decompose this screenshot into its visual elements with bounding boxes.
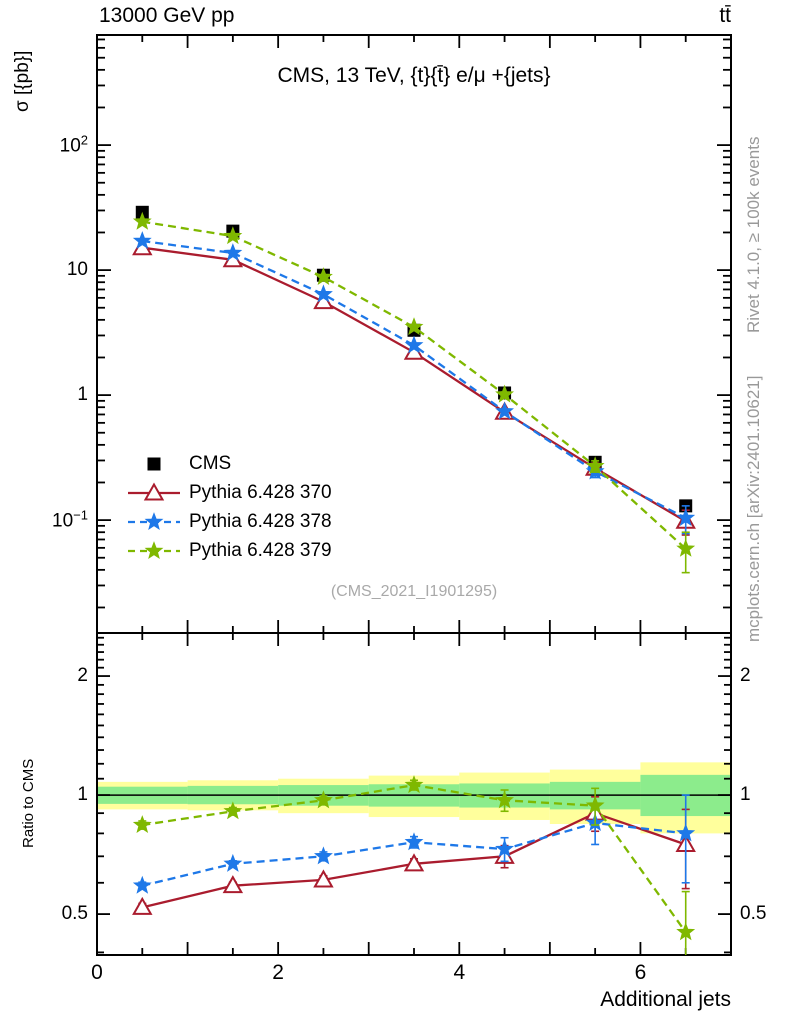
ratio-y-tick-label-right: 0.5	[740, 903, 767, 925]
star-marker	[146, 513, 162, 528]
beam-energy-label: 13000 GeV pp	[99, 4, 235, 27]
x-axis-label: Additional jets	[600, 988, 731, 1011]
legend-entry	[126, 449, 332, 478]
ratio-y-axis-label: Ratio to CMS	[20, 758, 37, 848]
ratio-y-tick-label-right: 1	[740, 784, 751, 806]
ratio-y-tick-label-left: 1	[77, 784, 88, 806]
legend-entry	[126, 536, 332, 565]
rivet-version-note: Rivet 4.1.0, ≥ 100k events	[744, 136, 763, 333]
main-y-tick-label: $10^2$	[59, 132, 88, 157]
process-label: tt̄	[719, 4, 731, 27]
legend-entry	[126, 507, 332, 536]
main-y-axis-label: σ [{pb}]	[12, 50, 33, 112]
legend-label: Pythia 6.428 370	[189, 481, 332, 503]
analysis-watermark: (CMS_2021_I1901295)	[330, 583, 498, 600]
x-tick-label: 2	[272, 961, 284, 984]
ratio-y-tick-label-left: 0.5	[61, 903, 88, 925]
main-y-tick-label: 1	[77, 384, 88, 406]
legend-label: CMS	[189, 452, 232, 474]
legend-label: Pythia 6.428 378	[189, 510, 332, 532]
legend-entry	[126, 478, 332, 507]
x-tick-label: 4	[453, 961, 466, 984]
star-marker	[146, 542, 162, 557]
legend-label: Pythia 6.428 379	[189, 539, 332, 561]
square-marker	[148, 457, 161, 470]
main-y-tick-label: 10	[66, 259, 88, 281]
x-tick-label: 0	[91, 961, 103, 984]
x-tick-label: 6	[634, 961, 647, 984]
legend-marker	[126, 510, 182, 534]
legend-marker	[126, 481, 182, 505]
main-y-tick-label: $10^{-1}$	[52, 507, 88, 532]
star-marker	[225, 855, 241, 870]
uncertainty-bands	[97, 762, 731, 833]
ratio-y-tick-label-right: 2	[740, 665, 751, 687]
legend-marker	[126, 452, 182, 476]
plot-title: CMS, 13 TeV, {t}{t̄} e/μ +{jets}	[277, 64, 551, 87]
legend-marker	[126, 539, 182, 563]
mcplots-arxiv-note: mcplots.cern.ch [arXiv:2401.10621]	[744, 375, 763, 642]
legend	[126, 449, 332, 565]
ratio-y-tick-label-left: 2	[77, 665, 88, 687]
star-marker	[134, 877, 150, 892]
